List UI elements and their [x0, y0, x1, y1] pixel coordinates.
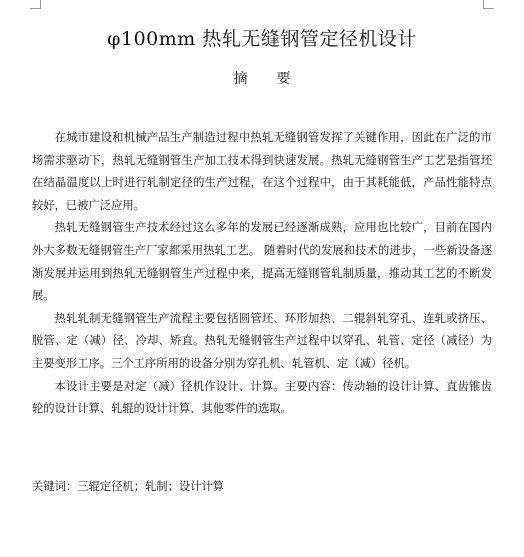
- keywords-text: 三辊定径机；轧制；设计计算: [77, 480, 225, 493]
- abstract-heading-char-1: 摘: [233, 71, 248, 87]
- abstract-paragraph-3: 热轧轧制无缝钢管生产流程主要包括圆管坯、环形加热、二辊斜轧穿孔、连轧或挤压、脱管、定（减）径、冷却、矫直。热轧无缝钢管生产过程中以穿孔、轧管、定径（减径）为主要变形工序。三个工序所用的设备分别为穿孔机、轧管机、定（减）径机。: [32, 311, 492, 370]
- abstract-paragraph-2: 热轧无缝钢管生产技术经过这么多年的发展已经逐渐成熟，应用也比较广，目前在国内外大多数无缝钢管生产厂家都采用热轧工艺。 随着时代的发展和技术的进步，一些新设备逐渐发展并运用到热轧无缝钢管生产过程中来，提高无缝钢管轧制质量，推动其工艺的不断发展。: [32, 221, 492, 303]
- keywords-line: [32, 476, 492, 498]
- page-corner-mark-left: [30, 0, 41, 9]
- document-title: φ100mm 热轧无缝钢管定径机设计: [107, 28, 417, 50]
- abstract-body: [32, 127, 492, 421]
- abstract-heading-char-2: 要: [276, 71, 291, 87]
- keywords-label: 关键词：: [32, 480, 78, 493]
- abstract-paragraph-4: 本设计主要是对定（减）径机作设计、计算。主要内容：传动轴的设计计算、直齿锥齿轮的设计计算、轧辊的设计计算、其他零件的选取。: [32, 379, 492, 416]
- page-corner-mark-right: [483, 0, 494, 9]
- abstract-paragraph-1: 在城市建设和机械产品生产制造过程中热轧无缝钢管发挥了关键作用，因此在广泛的市场需求驱动下，热轧无缝钢管生产加工技术得到快速发展。热轧无缝钢管生产工艺是指管坯在结晶温度以上时进行轧制定径的生产过程，在这个过程中，由于其耗能低，产品性能特点较好，已被广泛应用。: [32, 131, 492, 212]
- abstract-heading: [0, 68, 524, 88]
